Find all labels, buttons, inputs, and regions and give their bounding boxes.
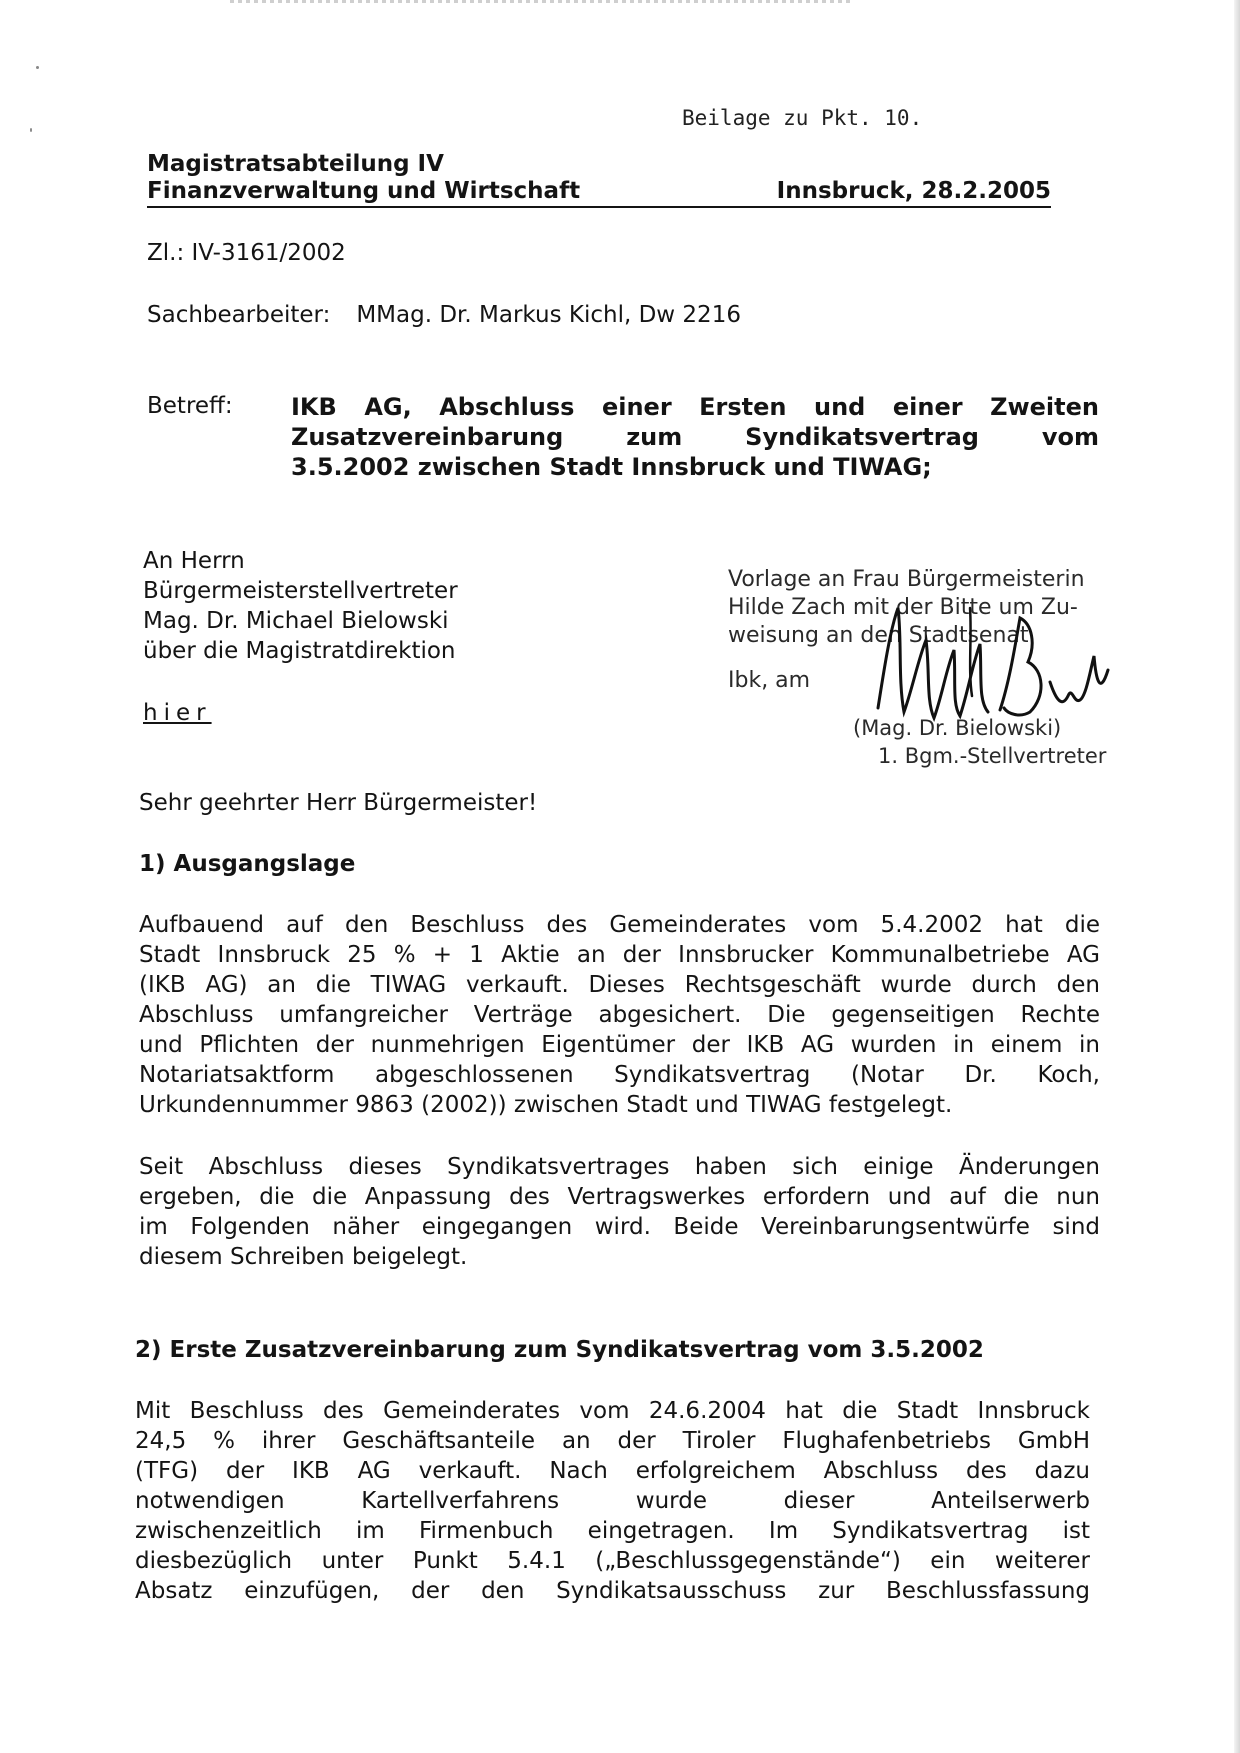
subject-line: 3.5.2002 zwischen Stadt Innsbruck und TIWAG; <box>291 453 932 481</box>
file-reference: Zl.: IV-3161/2002 <box>147 240 346 266</box>
paragraph-line: und Pflichten der nunmehrigen Eigentümer der IKB AG wurden in einem in <box>139 1032 1100 1058</box>
section-heading: 1) Ausgangslage <box>139 851 356 877</box>
address-hier: hier <box>143 700 212 726</box>
paragraph-line: Seit Abschluss dieses Syndikatsvertrages haben sich einige Änderungen <box>139 1154 1100 1180</box>
paragraph-line: Stadt Innsbruck 25 % + 1 Aktie an der Innsbrucker Kommunalbetriebe AG <box>139 942 1100 968</box>
beilage-note: Beilage zu Pkt. 10. <box>682 106 923 130</box>
stamp-place: Ibk, am <box>728 668 811 693</box>
department-subtitle-row <box>147 178 1051 208</box>
recipient-address <box>143 546 458 666</box>
subject-text <box>291 392 1099 482</box>
paragraph-line: (IKB AG) an die TIWAG verkauft. Dieses Rechtsgeschäft wurde durch den <box>139 972 1100 998</box>
paragraph-line: zwischenzeitlich im Firmenbuch eingetragen. Im Syndikatsvertrag ist <box>135 1518 1090 1544</box>
scan-speck <box>36 66 39 69</box>
department-subtitle: Finanzverwaltung und Wirtschaft <box>147 178 581 204</box>
stamp-signer-name: (Mag. Dr. Bielowski) <box>853 716 1062 740</box>
paragraph-line: notwendigen Kartellverfahrens wurde dieser Anteilserwerb <box>135 1488 1090 1514</box>
subject-line: IKB AG, Abschluss einer Ersten und einer Zweiten <box>291 393 1099 421</box>
paragraph-line: Urkundennummer 9863 (2002)) zwischen Stadt und TIWAG festgelegt. <box>139 1092 953 1118</box>
address-line: Mag. Dr. Michael Bielowski <box>143 608 449 634</box>
place-date: Innsbruck, 28.2.2005 <box>776 178 1051 204</box>
address-line: An Herrn <box>143 548 245 574</box>
subject-label: Betreff: <box>147 393 233 419</box>
paragraph-line: Aufbauend auf den Beschluss des Gemeinderates vom 5.4.2002 hat die <box>139 912 1100 938</box>
paragraph <box>139 910 1100 1120</box>
paragraph-line: Mit Beschluss des Gemeinderates vom 24.6.2004 hat die Stadt Innsbruck <box>135 1398 1090 1424</box>
section-heading: 2) Erste Zusatzvereinbarung zum Syndikatsvertrag vom 3.5.2002 <box>135 1337 984 1363</box>
scan-artifact-top <box>230 0 850 3</box>
paragraph-line: (TFG) der IKB AG verkauft. Nach erfolgreichem Abschluss des dazu <box>135 1458 1090 1484</box>
case-officer <box>147 302 741 328</box>
subject-line: Zusatzvereinbarung zum Syndikatsvertrag vom <box>291 423 1099 451</box>
paragraph-line: diesem Schreiben beigelegt. <box>139 1244 468 1270</box>
paragraph-line: im Folgenden näher eingegangen wird. Beide Vereinbarungsentwürfe sind <box>139 1214 1100 1240</box>
paragraph-line: Absatz einzufügen, der den Syndikatsausschuss zur Beschlussfassung <box>135 1578 1090 1604</box>
paragraph <box>135 1396 1090 1606</box>
stamp-line: weisung an den Stadtsenat <box>728 623 1029 648</box>
address-line: über die Magistratdirektion <box>143 638 456 664</box>
case-officer-value: MMag. Dr. Markus Kichl, Dw 2216 <box>356 302 741 328</box>
scan-speck <box>30 128 32 132</box>
department-name: Magistratsabteilung IV <box>147 151 444 177</box>
paragraph-line: 24,5 % ihrer Geschäftsanteile an der Tiroler Flughafenbetriebs GmbH <box>135 1428 1090 1454</box>
address-line: Bürgermeisterstellvertreter <box>143 578 458 604</box>
stamp-line: Hilde Zach mit der Bitte um Zu- <box>728 595 1078 620</box>
paragraph-line: Abschluss umfangreicher Verträge abgesichert. Die gegenseitigen Rechte <box>139 1002 1100 1028</box>
stamp-signer-role: 1. Bgm.-Stellvertreter <box>878 744 1107 768</box>
stamp-line: Vorlage an Frau Bürgermeisterin <box>728 567 1085 592</box>
paragraph <box>139 1152 1100 1272</box>
case-officer-label: Sachbearbeiter: <box>147 302 331 328</box>
paragraph-line: diesbezüglich unter Punkt 5.4.1 („Beschlussgegenstände“) ein weiterer <box>135 1548 1090 1574</box>
scan-artifact-edge <box>1234 0 1240 1753</box>
paragraph-line: ergeben, die die Anpassung des Vertragswerkes erfordern und auf die nun <box>139 1184 1100 1210</box>
salutation: Sehr geehrter Herr Bürgermeister! <box>139 790 538 816</box>
paragraph-line: Notariatsaktform abgeschlossenen Syndikatsvertrag (Notar Dr. Koch, <box>139 1062 1100 1088</box>
